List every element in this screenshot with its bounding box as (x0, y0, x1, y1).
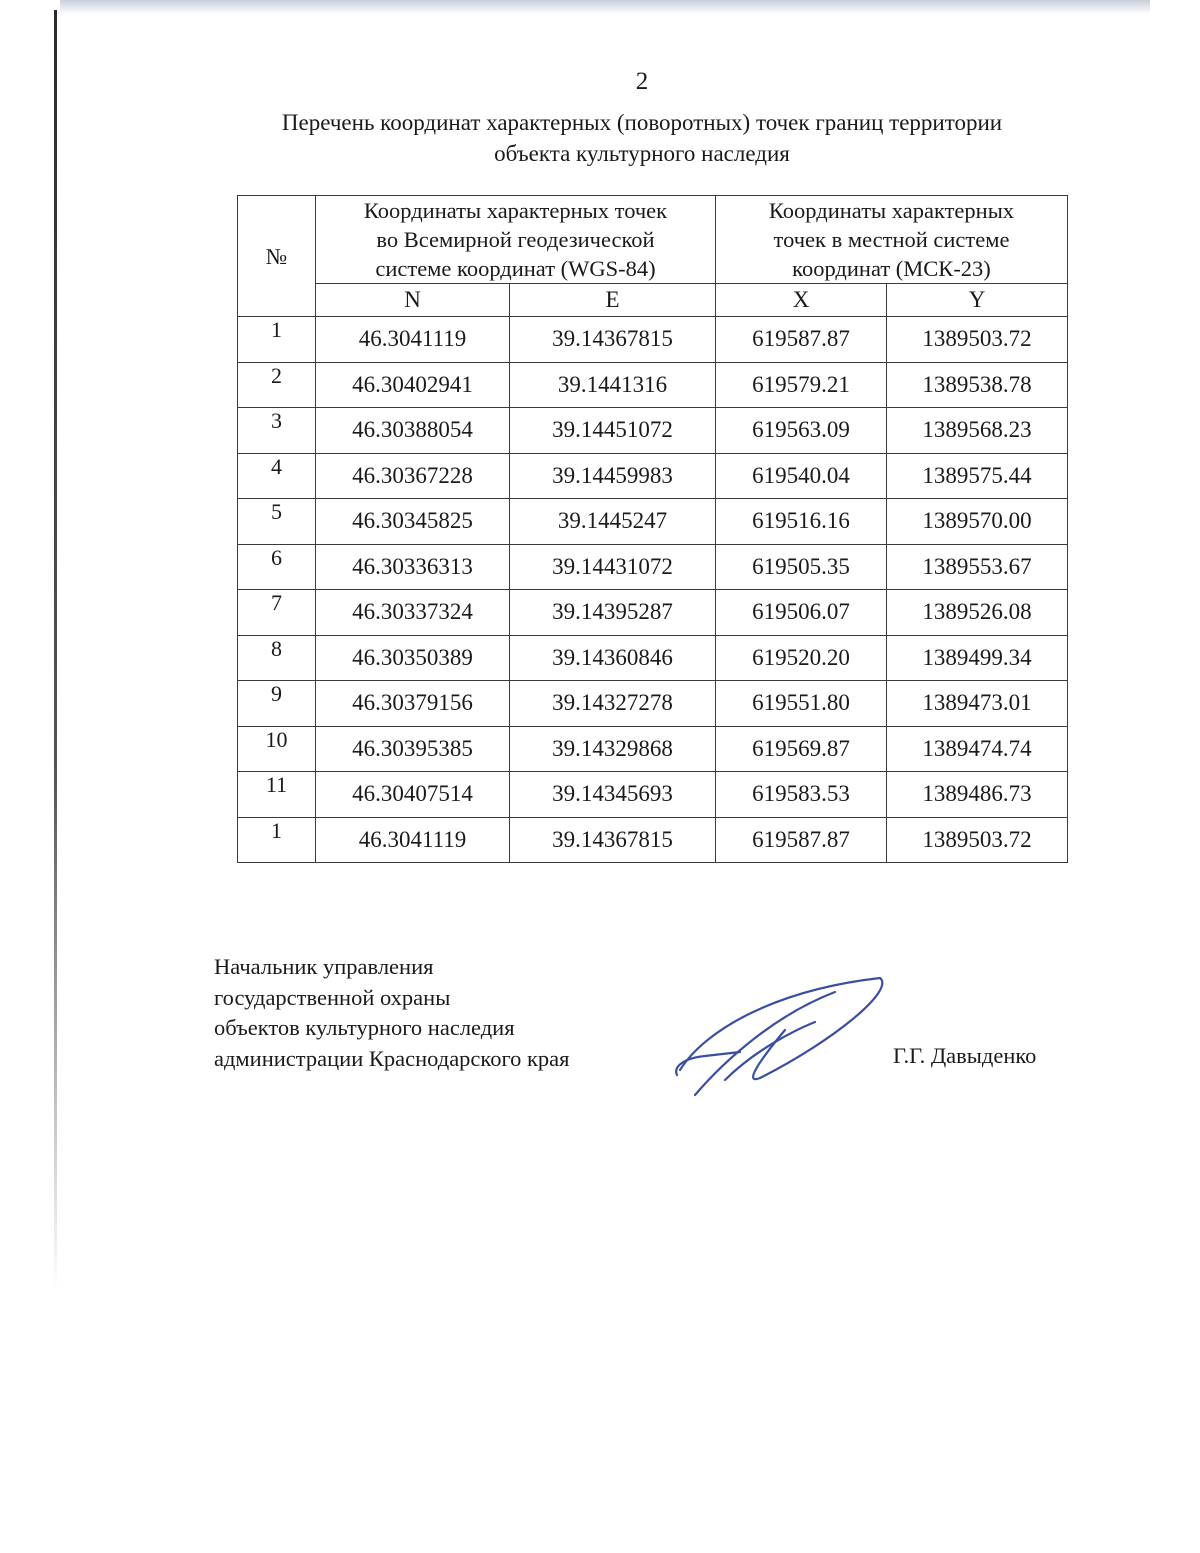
header-e: E (510, 284, 716, 317)
title-line-2: объекта культурного наследия (494, 141, 790, 166)
title-line-1: Перечень координат характерных (поворотных) точек границ территории (281, 110, 1003, 135)
cell-point-number: 6 (238, 544, 316, 590)
cell-latitude-n: 46.30345825 (316, 499, 510, 545)
signer-position (214, 952, 570, 1074)
cell-y: 1389568.23 (887, 408, 1068, 454)
page-number: 2 (635, 68, 649, 95)
table-row (238, 817, 1068, 863)
table-row (238, 317, 1068, 363)
cell-longitude-e: 39.14327278 (510, 681, 716, 727)
header-wgs84-line-3: системе координат (WGS-84) (375, 256, 656, 281)
cell-point-number: 5 (238, 499, 316, 545)
cell-latitude-n: 46.30367228 (316, 453, 510, 499)
cell-latitude-n: 46.30350389 (316, 635, 510, 681)
cell-x: 619551.80 (716, 681, 887, 727)
header-msk23-group (716, 196, 1068, 284)
table-row (238, 362, 1068, 408)
cell-point-number: 10 (238, 726, 316, 772)
cell-latitude-n: 46.30395385 (316, 726, 510, 772)
cell-point-number: 1 (238, 817, 316, 863)
header-x: X (716, 284, 887, 317)
cell-latitude-n: 46.30407514 (316, 772, 510, 818)
cell-point-number: 7 (238, 590, 316, 636)
cell-longitude-e: 39.14451072 (510, 408, 716, 454)
cell-point-number: 1 (238, 317, 316, 363)
cell-point-number: 9 (238, 681, 316, 727)
header-number: № (238, 196, 316, 317)
coordinates-table (237, 195, 1068, 863)
cell-longitude-e: 39.14431072 (510, 544, 716, 590)
table-row (238, 772, 1068, 818)
cell-x: 619563.09 (716, 408, 887, 454)
cell-latitude-n: 46.3041119 (316, 817, 510, 863)
table-row (238, 499, 1068, 545)
header-msk23-line-1: Координаты характерных (768, 198, 1015, 223)
cell-x: 619587.87 (716, 817, 887, 863)
cell-longitude-e: 39.14367815 (510, 817, 716, 863)
table-row (238, 726, 1068, 772)
cell-longitude-e: 39.1445247 (510, 499, 716, 545)
handwritten-signature (665, 970, 895, 1110)
header-wgs84-line-2: во Всемирной геодезической (376, 227, 655, 252)
cell-latitude-n: 46.3041119 (316, 317, 510, 363)
header-wgs84-line-1: Координаты характерных точек (363, 198, 668, 223)
cell-x: 619587.87 (716, 317, 887, 363)
scan-top-edge (60, 0, 1150, 14)
cell-longitude-e: 39.1441316 (510, 362, 716, 408)
header-n: N (316, 284, 510, 317)
cell-latitude-n: 46.30337324 (316, 590, 510, 636)
cell-y: 1389503.72 (887, 317, 1068, 363)
header-y: Y (887, 284, 1068, 317)
cell-latitude-n: 46.30402941 (316, 362, 510, 408)
cell-x: 619583.53 (716, 772, 887, 818)
cell-point-number: 4 (238, 453, 316, 499)
signer-position-line-1: Начальник управления (214, 954, 434, 979)
header-msk23-line-3: координат (МСК-23) (792, 256, 991, 281)
cell-y: 1389486.73 (887, 772, 1068, 818)
cell-y: 1389499.34 (887, 635, 1068, 681)
cell-latitude-n: 46.30336313 (316, 544, 510, 590)
cell-y: 1389553.67 (887, 544, 1068, 590)
cell-y: 1389526.08 (887, 590, 1068, 636)
table-row (238, 635, 1068, 681)
cell-latitude-n: 46.30379156 (316, 681, 510, 727)
cell-x: 619579.21 (716, 362, 887, 408)
cell-point-number: 3 (238, 408, 316, 454)
cell-latitude-n: 46.30388054 (316, 408, 510, 454)
table-row (238, 681, 1068, 727)
signer-position-line-3: объектов культурного наследия (214, 1015, 515, 1040)
cell-point-number: 8 (238, 635, 316, 681)
signer-name: Г.Г. Давыденко (893, 1043, 1037, 1068)
cell-y: 1389474.74 (887, 726, 1068, 772)
cell-x: 619569.87 (716, 726, 887, 772)
cell-y: 1389575.44 (887, 453, 1068, 499)
cell-x: 619520.20 (716, 635, 887, 681)
cell-longitude-e: 39.14345693 (510, 772, 716, 818)
cell-point-number: 2 (238, 362, 316, 408)
cell-point-number: 11 (238, 772, 316, 818)
cell-y: 1389570.00 (887, 499, 1068, 545)
cell-x: 619505.35 (716, 544, 887, 590)
table-row (238, 408, 1068, 454)
signer-position-line-4: администрации Краснодарского края (214, 1045, 570, 1071)
cell-y: 1389538.78 (887, 362, 1068, 408)
cell-x: 619516.16 (716, 499, 887, 545)
cell-y: 1389473.01 (887, 681, 1068, 727)
header-wgs84-group (316, 196, 716, 284)
cell-x: 619506.07 (716, 590, 887, 636)
header-msk23-line-2: точек в местной системе (773, 227, 1010, 252)
signer-position-line-2: государственной охраны (214, 984, 451, 1010)
cell-longitude-e: 39.14367815 (510, 317, 716, 363)
cell-y: 1389503.72 (887, 817, 1068, 863)
cell-x: 619540.04 (716, 453, 887, 499)
cell-longitude-e: 39.14459983 (510, 453, 716, 499)
cell-longitude-e: 39.14329868 (510, 726, 716, 772)
table-row (238, 544, 1068, 590)
table-body (238, 317, 1068, 863)
cell-longitude-e: 39.14395287 (510, 590, 716, 636)
cell-longitude-e: 39.14360846 (510, 635, 716, 681)
scan-left-edge (54, 10, 57, 1290)
table-row (238, 590, 1068, 636)
table-row (238, 453, 1068, 499)
document-title (230, 107, 1054, 169)
